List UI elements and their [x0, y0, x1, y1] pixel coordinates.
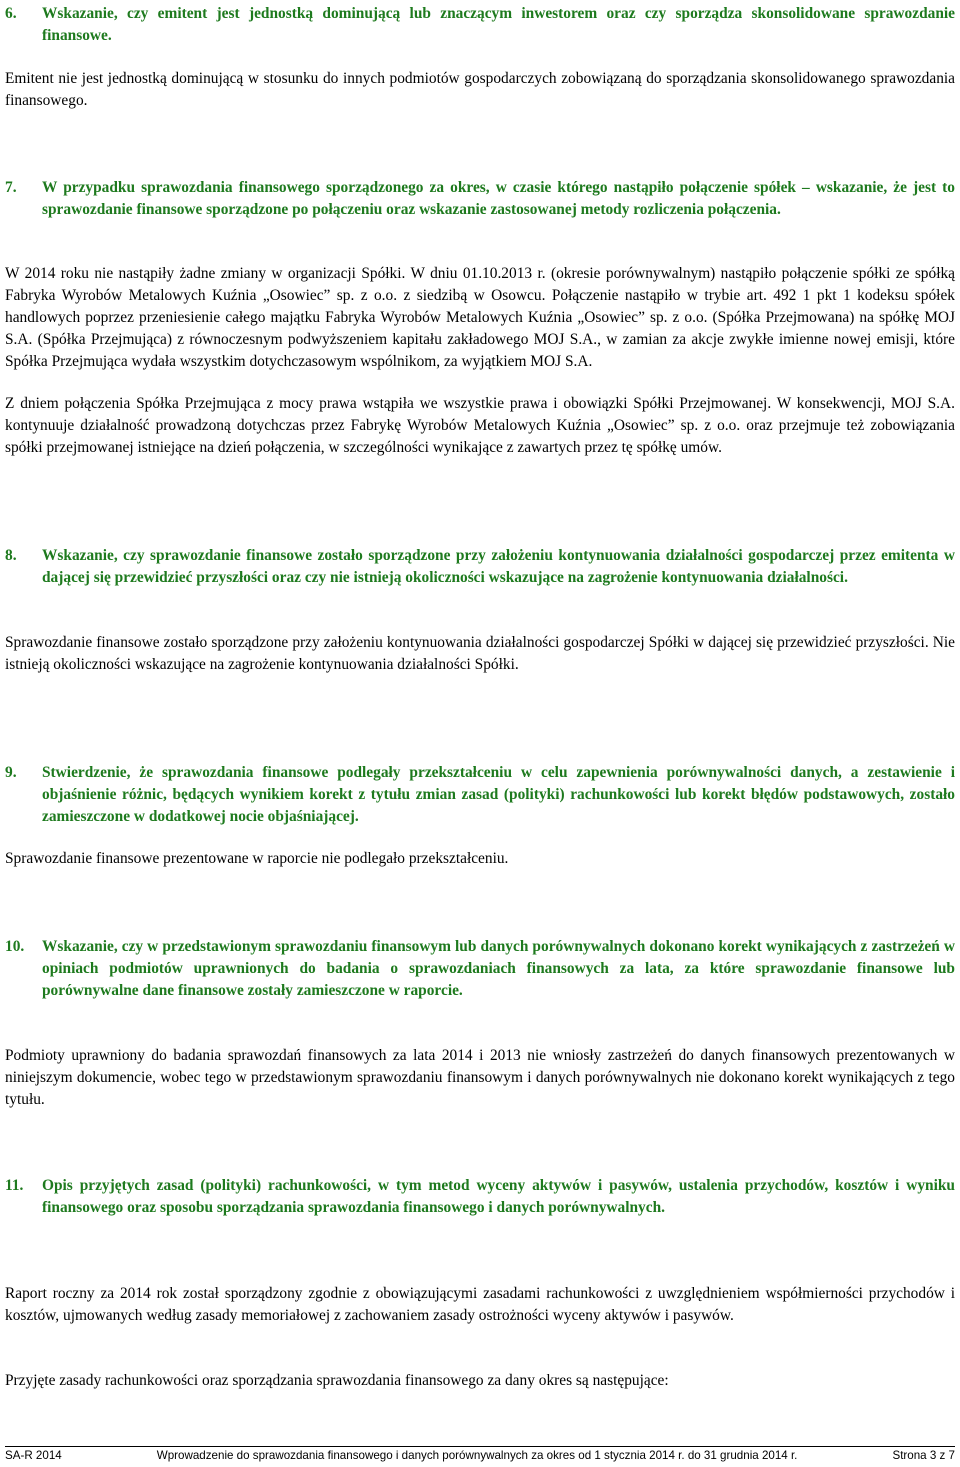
section-title: Stwierdzenie, że sprawozdania finansowe podlegały przekształceniu w celu zapewnienia porównywalności danych, a zestawienie i objaśnienie różnic, będących wynikiem korekt z tytułu zmian zasad (polityki) rachunkowości lub korekt błędów podstawowych, zostało zamieszczone w dodatkowej nocie objaśniającej.: [42, 764, 955, 825]
section-8-paragraph-1: Sprawozdanie finansowe zostało sporządzone przy założeniu kontynuowania działalności gospodarczej Spółki w dającej się przewidzieć przyszłości. Nie istnieją okoliczności wskazujące na zagrożenie kontynuowania działalności Spółki.: [5, 634, 955, 673]
section-11-paragraph-2: Przyjęte zasady rachunkowości oraz sporządzania sprawozdania finansowego za dany okres są następujące:: [5, 1372, 669, 1389]
section-9-paragraph-1: Sprawozdanie finansowe prezentowane w raporcie nie podlegało przekształceniu.: [5, 850, 509, 867]
section-8-heading: [5, 545, 955, 589]
footer-description: Wprowadzenie do sprawozdania finansowego i danych porównywalnych za okres od 1 stycznia 2014 r. do 31 grudnia 2014 r.: [156, 1449, 798, 1462]
section-number: 11.: [5, 1177, 24, 1194]
section-title: Opis przyjętych zasad (polityki) rachunkowości, w tym metod wyceny aktywów i pasywów, ustalenia przychodów, kosztów i wyniku finansowego oraz sposobu sporządzania sprawozdania finansowego i danych porównywalnych.: [42, 1177, 955, 1216]
section-11-heading: [5, 1175, 955, 1219]
section-number: 8.: [5, 547, 17, 564]
section-title: Wskazanie, czy w przedstawionym sprawozdaniu finansowym lub danych porównywalnych dokonano korekt wynikających z zastrzeżeń w opiniach podmiotów uprawnionych do badania o sprawozdaniach finansowych za lata, za które sprawozdanie finansowe lub porównywalne dane finansowe zostały zamieszczone w raporcie.: [42, 938, 955, 999]
section-number: 6.: [5, 5, 17, 22]
section-6-paragraph-1: Emitent nie jest jednostką dominującą w stosunku do innych podmiotów gospodarczych zobowiązaną do sporządzania skonsolidowanego sprawozdania finansowego.: [5, 70, 955, 109]
footer-page-number: Strona 3 z 7: [892, 1449, 955, 1462]
section-title: W przypadku sprawozdania finansowego sporządzonego za okres, w czasie którego nastąpiło połączenie spółek – wskazanie, że jest to sprawozdanie finansowe sporządzone po połączeniu oraz wskazanie zastosowanej metody rozliczenia połączenia.: [42, 179, 955, 218]
section-7-paragraph-1: W 2014 roku nie nastąpiły żadne zmiany w organizacji Spółki. W dniu 01.10.2013 r. (okresie porównywalnym) nastąpiło połączenie spółki ze spółką Fabryka Wyrobów Metalowych Kuźnia „Osowiec” sp. z o.o. z siedzibą w Osowcu. Połączenie nastąpiło w trybie art. 492 1 pkt 1 kodeksu spółek handlowych poprzez przeniesienie całego majątku Fabryka Wyrobów Metalowych Kuźnia „Osowiec” sp. z o.o. (Spółka Przejmowana) na spółkę MOJ S.A. (Spółka Przejmująca) z równoczesnym podwyższeniem kapitału zakładowego MOJ S.A., w zamian za akcje zwykłe imienne nowej emisji, które Spółka Przejmująca wydała wszystkim dotychczasowym wspólnikom, za wyjątkiem MOJ S.A.: [5, 265, 955, 370]
section-6-heading: [5, 3, 955, 47]
section-title: Wskazanie, czy sprawozdanie finansowe zostało sporządzone przy założeniu kontynuowania działalności gospodarczej przez emitenta w dającej się przewidzieć przyszłości oraz czy nie istnieją okoliczności wskazujące na zagrożenie kontynuowania działalności.: [42, 547, 955, 586]
footer-report-code: SA-R 2014: [5, 1449, 62, 1462]
page-footer: [5, 1446, 955, 1465]
section-number: 7.: [5, 179, 17, 196]
section-number: 9.: [5, 764, 17, 781]
section-title: Wskazanie, czy emitent jest jednostką dominującą lub znaczącym inwestorem oraz czy sporządza skonsolidowane sprawozdanie finansowe.: [42, 5, 955, 44]
section-7-heading: [5, 177, 955, 221]
section-10-paragraph-1: Podmioty uprawniony do badania sprawozdań finansowych za lata 2014 i 2013 nie wniosły zastrzeżeń do danych finansowych prezentowanych w niniejszym dokumencie, wobec tego w przedstawionym sprawozdaniu finansowym i danych porównywalnych nie dokonano korekt wynikających z tego tytułu.: [5, 1047, 955, 1108]
section-9-heading: [5, 762, 955, 828]
section-11-paragraph-1: Raport roczny za 2014 rok został sporządzony zgodnie z obowiązującymi zasadami rachunkowości z uwzględnieniem współmierności przychodów i kosztów, ujmowanych według zasady memoriałowej z zachowaniem zasady ostrożności wyceny aktywów i pasywów.: [5, 1285, 955, 1324]
section-7-paragraph-2: Z dniem połączenia Spółka Przejmująca z mocy prawa wstąpiła we wszystkie prawa i obowiązki Spółki Przejmowanej. W konsekwencji, MOJ S.A. kontynuuje działalność prowadzoną dotychczas przez Fabrykę Wyrobów Metalowych Kuźnia „Osowiec” sp. z o.o. oraz przejmuje też zobowiązania spółki przejmowanej istniejące na dzień połączenia, w szczególności wynikające z zawartych przez tę spółkę umów.: [5, 395, 955, 456]
section-10-heading: [5, 936, 955, 1002]
section-number: 10.: [5, 938, 25, 955]
